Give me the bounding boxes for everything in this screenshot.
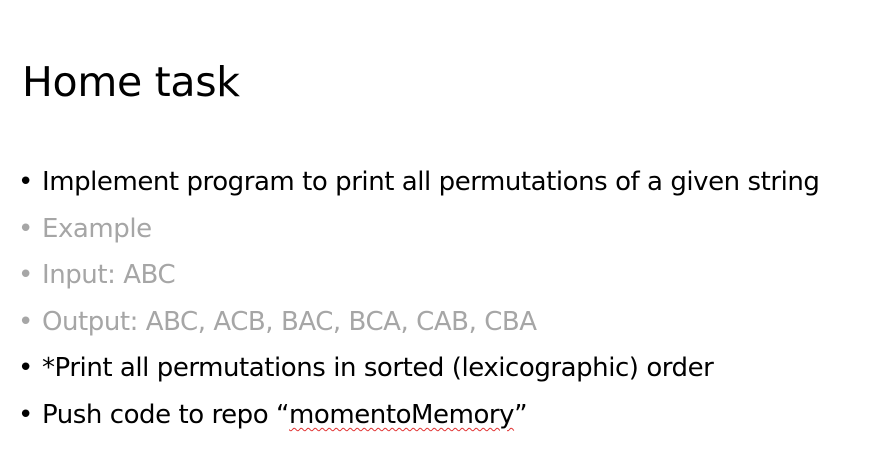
bullet-list bbox=[18, 163, 819, 443]
repo-name-spellcheck-word: momentoMemory bbox=[289, 399, 515, 430]
bullet-text-suffix: ” bbox=[514, 399, 528, 430]
bullet-dot-icon: • bbox=[18, 167, 33, 197]
bullet-text-prefix: Push code to repo “ bbox=[42, 399, 290, 430]
bullet-text: Output: ABC, ACB, BAC, BCA, CAB, CBA bbox=[42, 306, 537, 337]
bullet-dot-icon: • bbox=[18, 353, 33, 384]
bullet-dot-icon: • bbox=[18, 213, 33, 244]
bullet-dot-icon: • bbox=[18, 399, 33, 430]
slide-title: Home task bbox=[22, 58, 240, 106]
bullet-item-example bbox=[18, 210, 819, 257]
bullet-item-output bbox=[18, 303, 819, 350]
bullet-text: *Print all permutations in sorted (lexicographic) order bbox=[42, 353, 714, 384]
bullet-dot-icon: • bbox=[18, 260, 33, 291]
bullet-text: Implement program to print all permutations of a given string bbox=[42, 167, 820, 197]
bullet-item-task bbox=[18, 163, 819, 210]
bullet-text: Example bbox=[42, 213, 152, 244]
bullet-item-input bbox=[18, 256, 819, 303]
bullet-item-sorted bbox=[18, 349, 819, 396]
bullet-text: Input: ABC bbox=[42, 260, 176, 291]
bullet-item-push-code bbox=[18, 396, 819, 443]
bullet-dot-icon: • bbox=[18, 306, 33, 337]
